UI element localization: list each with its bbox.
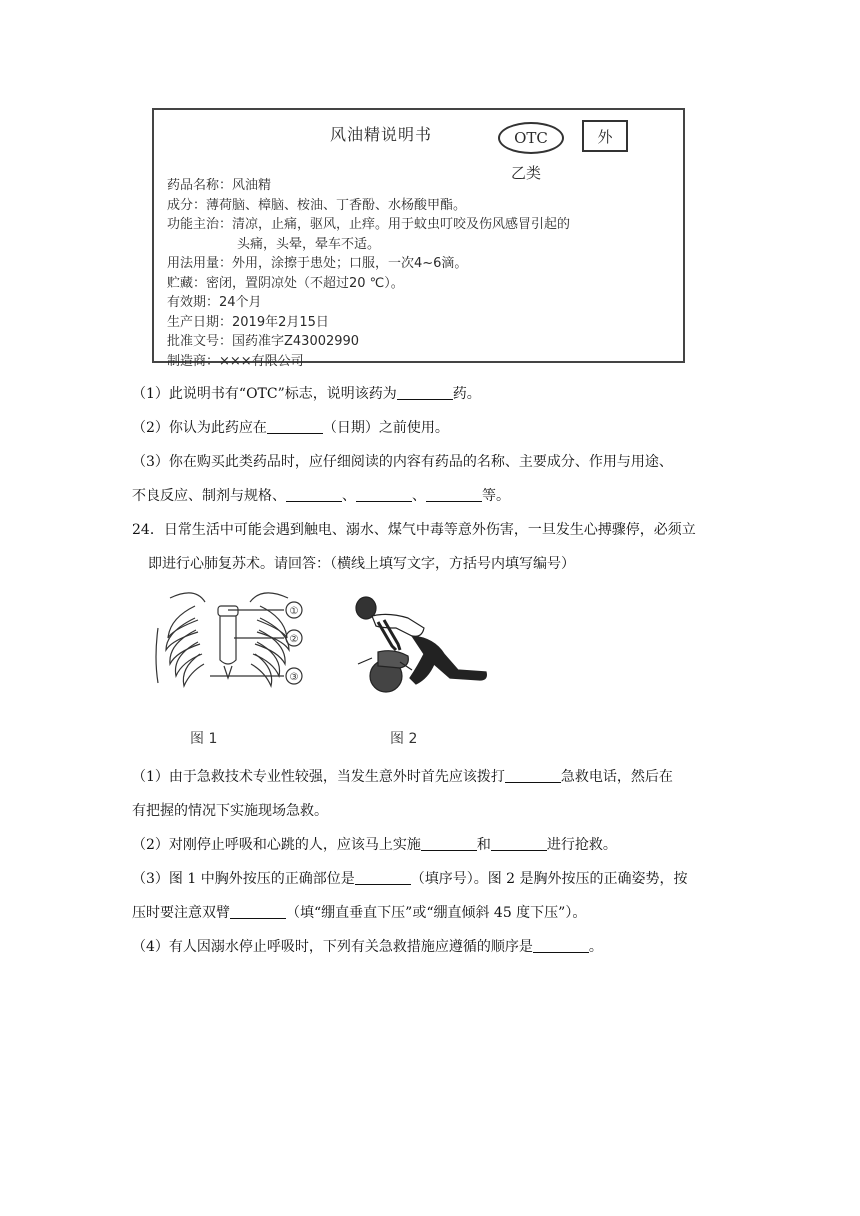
external-use-box: 外 xyxy=(582,120,628,152)
label-title: 风油精说明书 xyxy=(330,125,433,144)
figure1-caption: 图 1 xyxy=(190,731,218,747)
q23-sub1: （1）此说明书有“OTC”标志，说明该药为 药。 xyxy=(132,386,481,402)
q24-sub3-line2: 压时要注意双臂 （填“绷直垂直下压”或“绷直倾斜 45 度下压”）。 xyxy=(132,905,587,921)
q24-sub3-line1: （3）图 1 中胸外按压的正确部位是 （填序号）。图 2 是胸外按压的正确姿势，按 xyxy=(132,871,688,887)
label-lines xyxy=(167,176,570,371)
label-line: 贮藏：密闭，置阴凉处（不超过20 ℃）。 xyxy=(167,275,404,291)
answer-blank[interactable] xyxy=(267,419,323,434)
answer-blank[interactable] xyxy=(286,487,342,502)
label-line: 头痛，头晕，晕车不适。 xyxy=(237,236,381,252)
q23-sub2: （2）你认为此药应在 （日期）之前使用。 xyxy=(132,420,449,436)
label-line: 有效期：24个月 xyxy=(167,295,262,310)
q24-sub2: （2）对刚停止呼吸和心跳的人，应该马上实施 和 进行抢救。 xyxy=(132,837,617,853)
answer-blank[interactable] xyxy=(505,768,561,783)
category-text: 乙类 xyxy=(511,164,542,182)
shoulder-left xyxy=(170,593,205,602)
label-line: 批准文号：国药准字Z43002990 xyxy=(167,334,360,349)
label-line: 制造商：×××有限公司 xyxy=(167,353,304,369)
marker-2: ② xyxy=(289,634,299,645)
figure2-caption: 图 2 xyxy=(390,731,418,747)
cpr-figure xyxy=(338,592,493,702)
q23-sub3-line2: 不良反应、制剂与规格、 、 、 等。 xyxy=(132,488,510,504)
answer-blank[interactable] xyxy=(491,836,547,851)
label-line: 功能主治：清凉，止痛，驱风，止痒。用于蚊虫叮咬及伤风感冒引起的 xyxy=(167,217,571,232)
label-line: 成分：薄荷脑、樟脑、桉油、丁香酚、水杨酸甲酯。 xyxy=(167,197,467,213)
marker-3: ③ xyxy=(289,672,299,683)
answer-blank[interactable] xyxy=(533,938,589,953)
answer-blank[interactable] xyxy=(356,487,412,502)
shoulder-right xyxy=(250,593,288,602)
answer-blank[interactable] xyxy=(421,836,477,851)
q24-sub4: （4）有人因溺水停止呼吸时，下列有关急救措施应遵循的顺序是 。 xyxy=(132,939,603,955)
medicine-label xyxy=(152,108,685,369)
answer-blank[interactable] xyxy=(426,487,482,502)
answer-blank[interactable] xyxy=(230,904,286,919)
q24-intro-line2: 即进行心肺复苏术。请回答：（横线上填写文字，方括号内填写编号） xyxy=(148,556,575,572)
q24-sub1-line2: 有把握的情况下实施现场急救。 xyxy=(132,803,328,819)
q24-intro-line1: 24．日常生活中可能会遇到触电、溺水、煤气中毒等意外伤害，一旦发生心搏骤停，必须立 xyxy=(132,522,696,538)
label-line: 药品名称：风油精 xyxy=(167,178,272,193)
otc-badge: OTC xyxy=(498,122,564,154)
answer-blank[interactable] xyxy=(355,870,411,885)
q24-sub1-line1: （1）由于急救技术专业性较强，当发生意外时首先应该拨打 急救电话，然后在 xyxy=(132,769,673,785)
ribcage-figure xyxy=(150,588,310,698)
marker-1: ① xyxy=(289,606,299,617)
label-line: 用法用量：外用，涂擦于患处；口服，一次4~6滴。 xyxy=(167,256,468,271)
label-line: 生产日期：2019年2月15日 xyxy=(167,314,329,330)
q23-sub3-line1: （3）你在购买此类药品时，应仔细阅读的内容有药品的名称、主要成分、作用与用途、 xyxy=(132,454,673,470)
answer-blank[interactable] xyxy=(397,385,453,400)
